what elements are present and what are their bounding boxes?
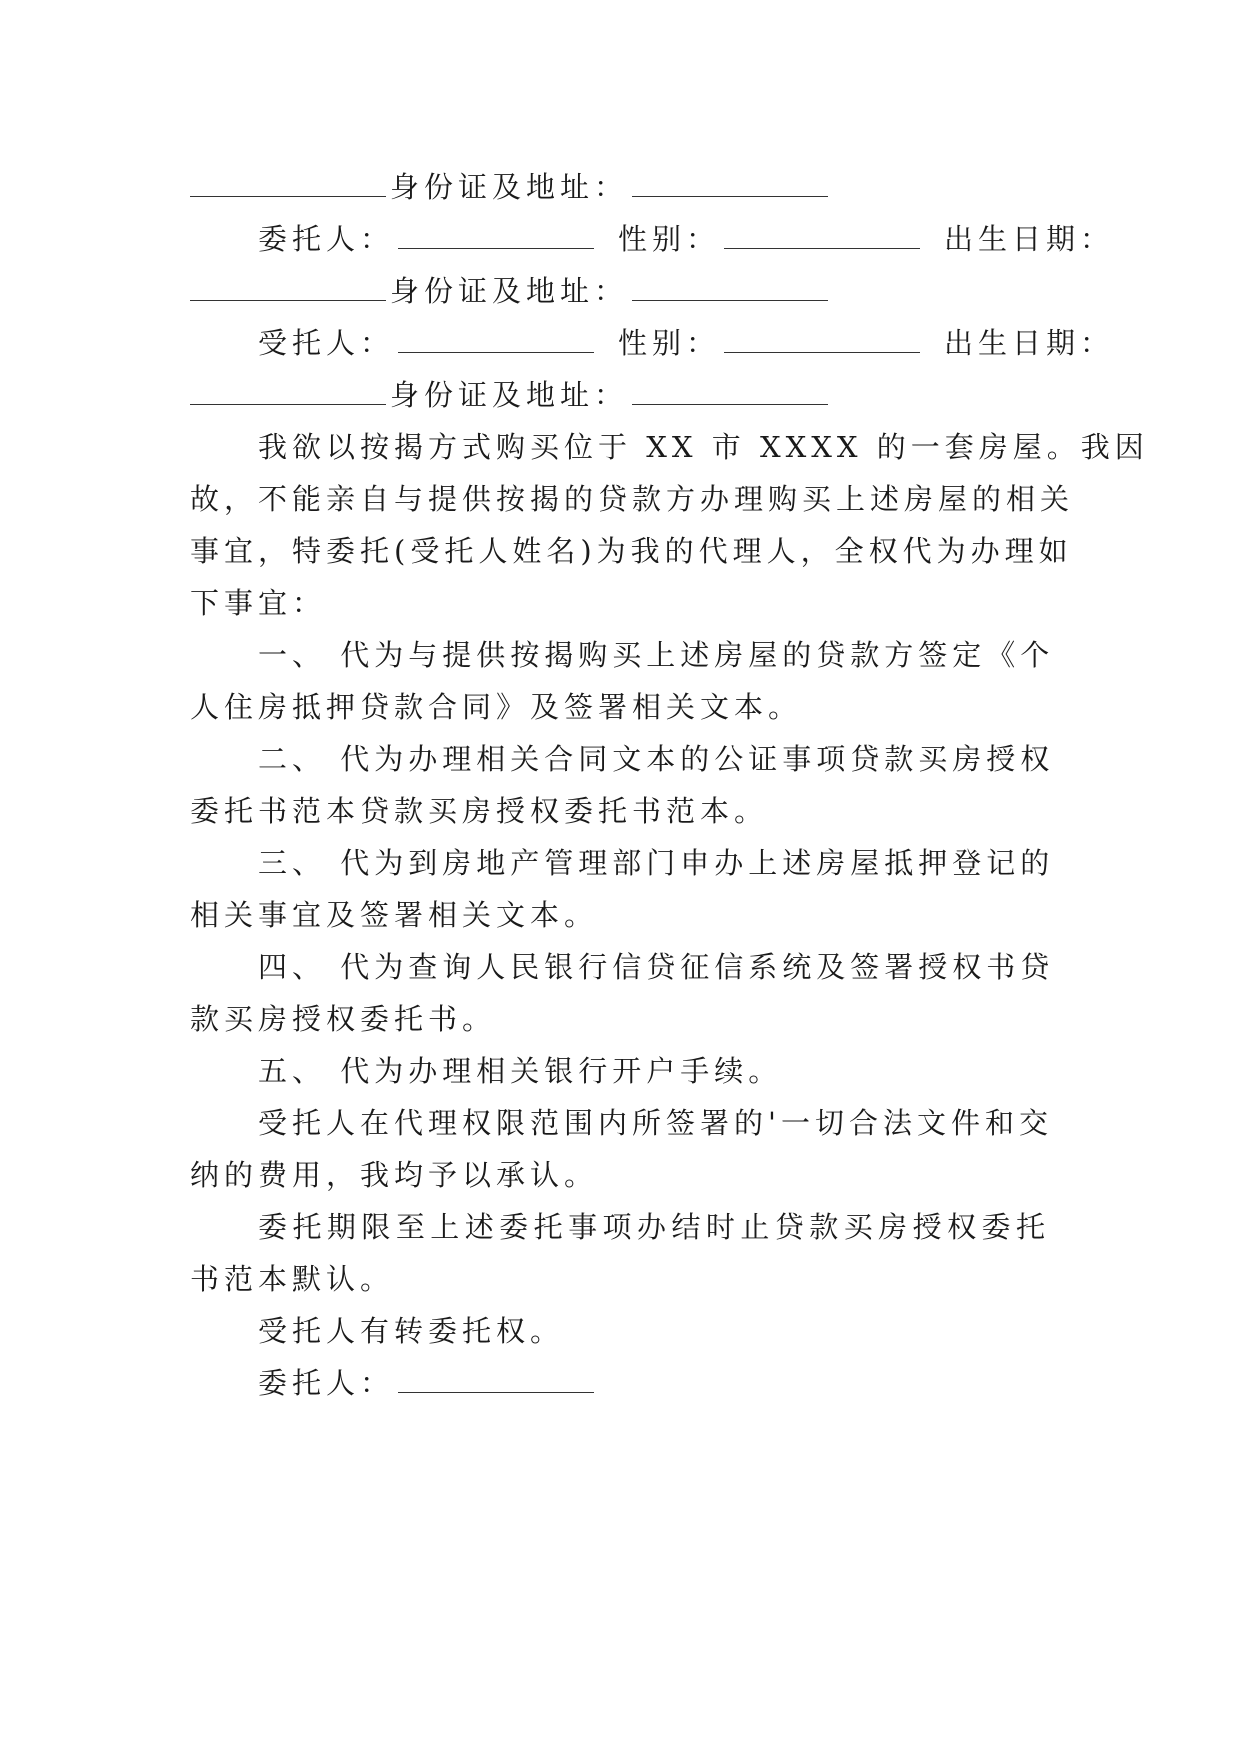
id-address-label: 身份证及地址： <box>390 274 629 308</box>
list-item-line: 四、 代为查询人民银行信贷征信系统及签署授权书贷 <box>258 950 1055 984</box>
id-address-label: 身份证及地址： <box>390 170 629 204</box>
gender-label: 性别： <box>618 222 721 256</box>
id-address-label: 身份证及地址： <box>390 378 629 412</box>
list-item-line: 委托书范本贷款买房授权委托书范本。 <box>190 794 769 828</box>
paragraph-line: 故，不能亲自与提供按揭的贷款方办理购买上述房屋的相关 <box>190 482 1075 516</box>
id-address-line-2 <box>190 271 1050 311</box>
list-item-line: 人住房抵押贷款合同》及签署相关文本。 <box>190 690 803 724</box>
paragraph-line: 事宜，特委托(受托人姓名)为我的代理人，全权代为办理如 <box>190 534 1073 568</box>
paragraph-line: 书范本默认。 <box>190 1262 395 1296</box>
paragraph-line: 委托期限至上述委托事项办结时止贷款买房授权委托 <box>258 1210 1050 1244</box>
id-address-blank[interactable] <box>632 382 828 405</box>
birth-blank[interactable] <box>190 382 386 405</box>
agent-name-blank[interactable] <box>398 330 594 353</box>
list-item-line: 款买房授权委托书。 <box>190 1002 497 1036</box>
id-address-line-1 <box>190 167 1050 207</box>
id-address-line-3 <box>190 375 1050 415</box>
gender-label: 性别： <box>618 326 721 360</box>
id-address-blank[interactable] <box>632 278 828 301</box>
paragraph-line: 下事宜： <box>190 586 327 620</box>
birth-label: 出生日期： <box>944 222 1115 256</box>
principal-name-blank[interactable] <box>398 226 594 249</box>
paragraph-line: 受托人在代理权限范围内所签署的'一切合法文件和交 <box>258 1106 1053 1140</box>
gender-blank[interactable] <box>724 330 920 353</box>
blank-field[interactable] <box>190 174 386 197</box>
birth-blank[interactable] <box>190 278 386 301</box>
principal-label: 委托人： <box>258 222 395 256</box>
list-item-line: 相关事宜及签署相关文本。 <box>190 898 599 932</box>
blank-field[interactable] <box>632 174 828 197</box>
signature-line <box>258 1363 1050 1403</box>
agent-label: 受托人： <box>258 326 395 360</box>
list-item-line: 三、 代为到房地产管理部门申办上述房屋抵押登记的 <box>258 846 1055 880</box>
birth-label: 出生日期： <box>944 326 1115 360</box>
paragraph-line: 纳的费用，我均予以承认。 <box>190 1158 599 1192</box>
paragraph-line: 受托人有转委托权。 <box>258 1314 565 1348</box>
list-item-line: 二、 代为办理相关合同文本的公证事项贷款买房授权 <box>258 742 1055 776</box>
principal-info-line <box>258 219 1115 259</box>
signature-blank[interactable] <box>398 1370 594 1393</box>
paragraph-line: 我欲以按揭方式购买位于 XX 市 XXXX 的一套房屋。我因 <box>258 430 1149 464</box>
list-item-line: 一、 代为与提供按揭购买上述房屋的贷款方签定《个 <box>258 638 1055 672</box>
gender-blank[interactable] <box>724 226 920 249</box>
signature-principal-label: 委托人： <box>258 1366 395 1400</box>
list-item-line: 五、 代为办理相关银行开户手续。 <box>258 1054 783 1088</box>
agent-info-line <box>258 323 1115 363</box>
